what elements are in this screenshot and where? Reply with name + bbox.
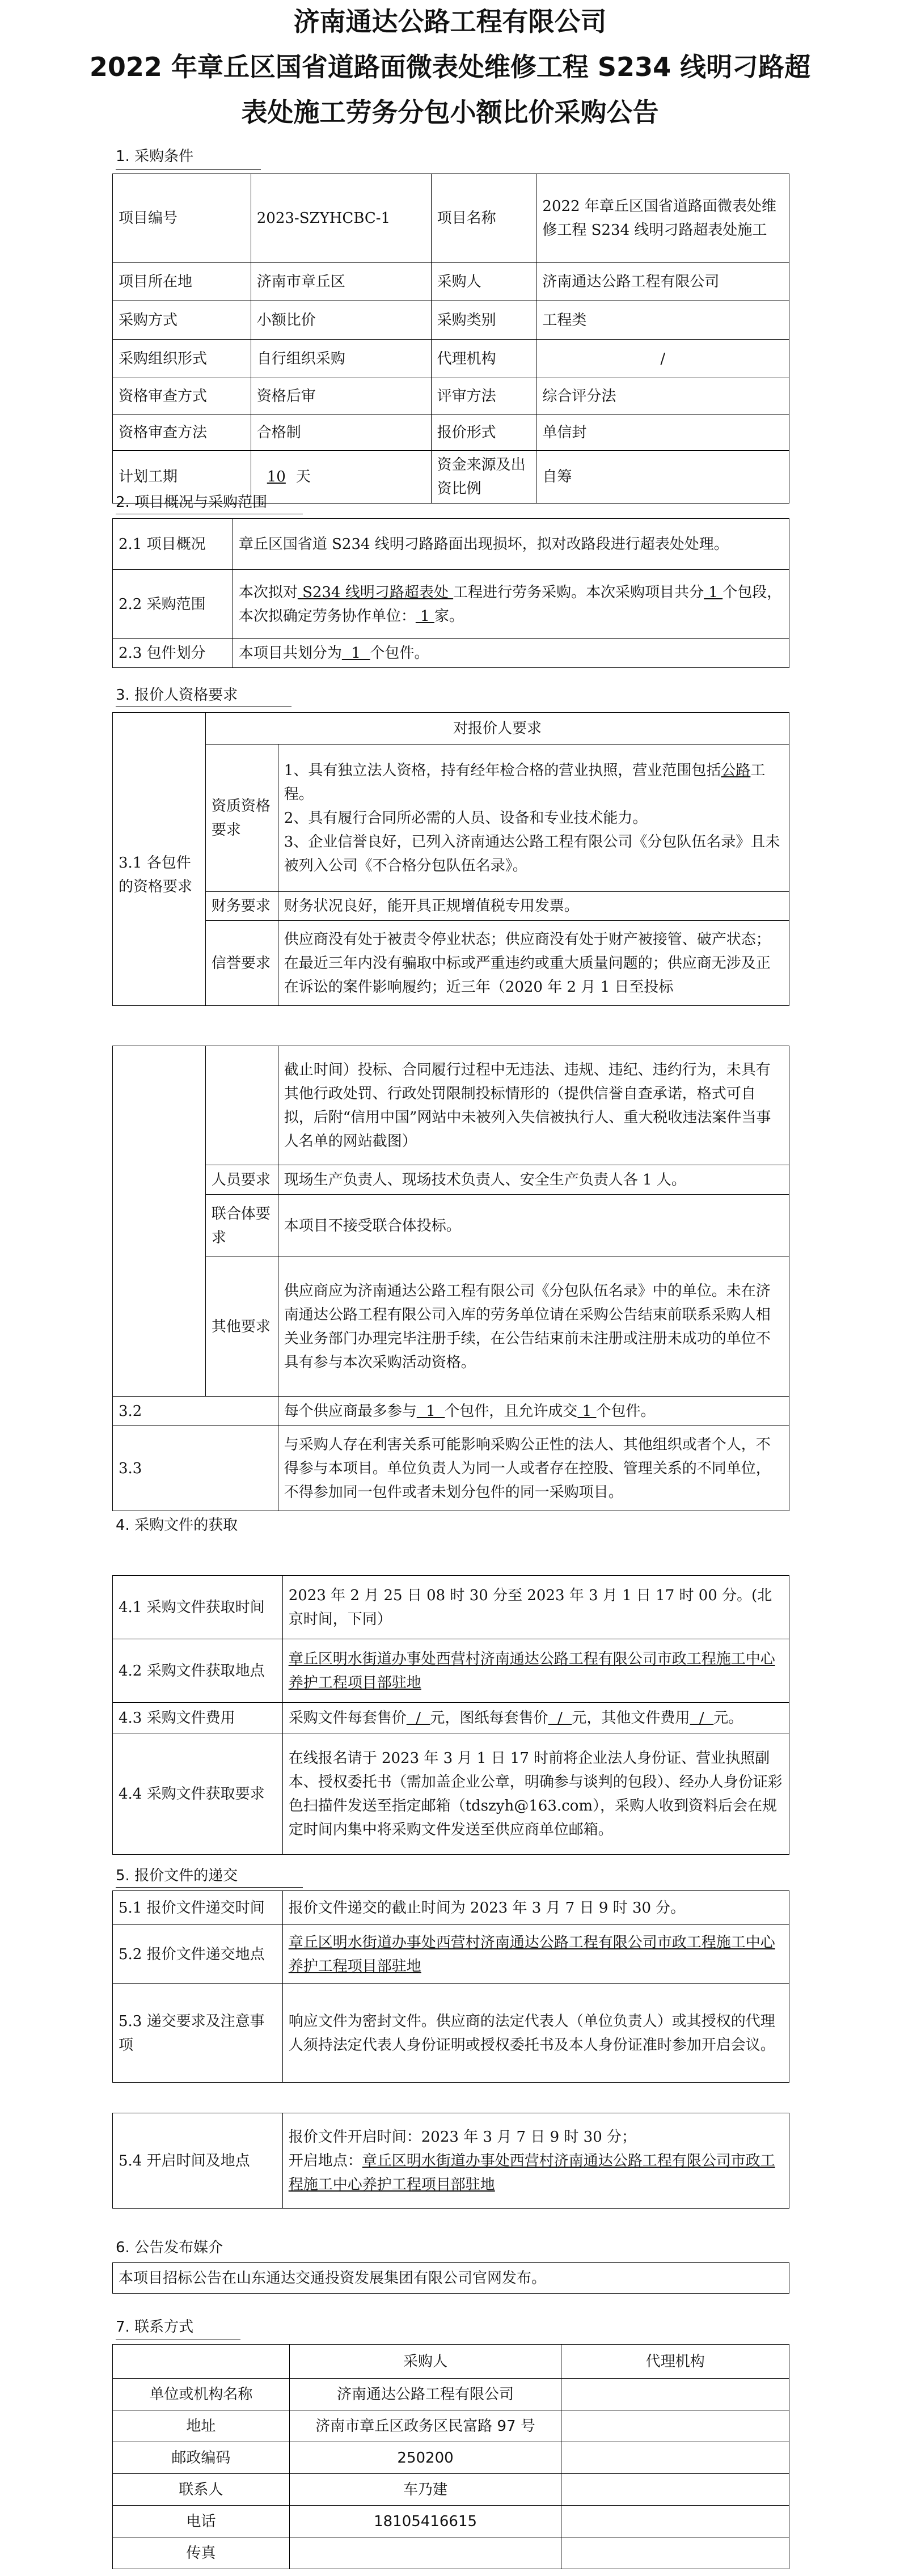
cell-label: 联合体要求 (205, 1195, 278, 1257)
cell-label: 5.2 报价文件递交地点 (113, 1925, 283, 1984)
text-run: 家。 (434, 607, 464, 625)
cell-value: 章丘区明水街道办事处西营村济南通达公路工程有限公司市政工程施工中心养护工程项目部驻地 (282, 1639, 789, 1703)
text-run: 开启地点： (288, 2152, 362, 2169)
cell-value: / (536, 340, 789, 378)
cell-label: 资金来源及出资比例 (431, 451, 536, 504)
table-row (113, 2379, 789, 2410)
cell-value: 本项目不接受联合体投标。 (278, 1195, 789, 1257)
table-row (113, 2410, 789, 2442)
table-row (113, 1984, 789, 2083)
underlined-run: / (690, 1709, 714, 1727)
column-header: 代理机构 (561, 2345, 789, 2379)
cell-label: 4.3 采购文件费用 (113, 1703, 283, 1733)
cell-label: 报价形式 (431, 414, 536, 451)
table-row (113, 1165, 789, 1195)
cell-label: 评审方法 (431, 378, 536, 414)
cell-label: 4.4 采购文件获取要求 (113, 1733, 283, 1855)
text-run: 1、具有独立法人资格，持有经年检合格的营业执照，营业范围包括 (284, 762, 721, 779)
text-run: 3、企业信誉良好，已列入济南通达公路工程有限公司《分包队伍名录》且未被列入公司《不合格分包队伍名录》。 (284, 833, 780, 874)
media-table (112, 2262, 789, 2294)
table-row (113, 1046, 789, 1165)
contact-table (112, 2344, 789, 2569)
cell-value (251, 451, 431, 504)
cell-label: 2.3 包件划分 (113, 639, 233, 668)
cell-label: 地址 (113, 2410, 290, 2442)
cell-value: 合格制 (251, 414, 431, 451)
text-run: 元，图纸每套售价 (430, 1709, 548, 1727)
table-row (113, 1703, 789, 1733)
table-row (113, 378, 789, 414)
cell-value: 章丘区国省道 S234 线明刁路路面出现损坏，拟对改路段进行超表处处理。 (233, 519, 789, 570)
cell-label: 5.4 开启时间及地点 (113, 2113, 283, 2209)
table-row (113, 301, 789, 340)
text-run: 本次拟对 (238, 583, 298, 601)
text-run: 工程进行劳务采购。本次采购项目共分 (453, 583, 704, 601)
cell-label: 3.1 各包件的资格要求 (113, 745, 206, 1006)
table-row (113, 1576, 789, 1639)
cell-value: 供应商没有处于被责令停业状态；供应商没有处于财产被接管、破产状态；在最近三年内没有骗取中标或严重违约或重大质量问题的；供应商无涉及正在诉讼的案件影响履约；近三年（2020 年 2 月 1 日至投标 (278, 921, 789, 1006)
table-row (113, 2263, 789, 2294)
underlined-run: S234 线明刁路超表处 (297, 583, 454, 601)
underlined-run: 章丘区明水街道办事处西营村济南通达公路工程有限公司市政工程施工中心养护工程项目部驻地 (288, 2152, 775, 2193)
duration-value: 10 (267, 468, 286, 485)
cell-value (289, 2537, 561, 2569)
table-row (113, 2506, 789, 2537)
table-row (113, 921, 789, 1006)
underlined-run: 1 (704, 583, 723, 601)
cell-value: 财务状况良好，能开具正规增值税专用发票。 (278, 892, 789, 921)
text-run: 2、具有履行合同所必需的人员、设备和专业技术能力。 (284, 809, 648, 827)
text-run: 采购文件每套售价 (288, 1709, 407, 1727)
document-acquisition-table (112, 1575, 789, 1855)
cell-label: 代理机构 (431, 340, 536, 378)
cell-label: 信誉要求 (205, 921, 278, 1006)
duration-unit: 天 (295, 468, 311, 485)
section-5-underline (116, 1887, 303, 1888)
cell-label: 采购组织形式 (113, 340, 251, 378)
cell-value: 章丘区明水街道办事处西营村济南通达公路工程有限公司市政工程施工中心养护工程项目部驻地 (282, 1925, 789, 1984)
cell-value: 18105416615 (289, 2506, 561, 2537)
text-run: 个包件，且允许成交 (445, 1402, 578, 1420)
cell-label: 单位或机构名称 (113, 2379, 290, 2410)
underlined-run: 1 (415, 607, 434, 625)
table-row (113, 340, 789, 378)
doc-title-line2: 表处施工劳务分包小额比价采购公告 (241, 97, 659, 128)
cell-value: 自筹 (536, 451, 789, 504)
table-row (113, 1891, 789, 1925)
table-row (113, 1397, 789, 1426)
procurement-conditions-table (112, 174, 789, 504)
cell-label: 3.3 (113, 1426, 278, 1511)
underlined-run: 1 (416, 1402, 445, 1420)
table-row (113, 414, 789, 451)
cell-label: 3.2 (113, 1397, 278, 1426)
cell-value: 本项目招标公告在山东通达交通投资发展集团有限公司官网发布。 (113, 2263, 789, 2294)
cell-label: 其他要求 (205, 1257, 278, 1397)
cell-label: 电话 (113, 2506, 290, 2537)
cell-value: 供应商应为济南通达公路工程有限公司《分包队伍名录》中的单位。未在济南通达公路工程有限公司入库的劳务单位请在采购公告结束前联系采购人相关业务部门办理完毕注册手续，在公告结束前未注册或注册未成功的单位不具有参与本次采购活动资格。 (278, 1257, 789, 1397)
cell-value: 济南市章丘区政务区民富路 97 号 (289, 2410, 561, 2442)
table-row (113, 713, 789, 745)
section-3-heading: 3. 报价人资格要求 (116, 687, 238, 704)
table-row (113, 1195, 789, 1257)
cell-value: 济南通达公路工程有限公司 (536, 263, 789, 301)
cell-label: 采购人 (431, 263, 536, 301)
table-row (113, 2113, 789, 2209)
text-run: 每个供应商最多参与 (284, 1402, 417, 1420)
text-run: 工程。 (284, 762, 766, 803)
cell-value: 报价文件递交的截止时间为 2023 年 3 月 7 日 9 时 30 分。 (282, 1891, 789, 1925)
cell-label: 5.1 报价文件递交时间 (113, 1891, 283, 1925)
opening-table (112, 2113, 789, 2209)
section-4-heading: 4. 采购文件的获取 (116, 1517, 238, 1534)
section-2-heading: 2. 项目概况与采购范围 (116, 494, 268, 511)
submission-table (112, 1890, 789, 2083)
company-title: 济南通达公路工程有限公司 (293, 6, 607, 37)
section-5-heading: 5. 报价文件的递交 (116, 1867, 238, 1884)
table-row (113, 639, 789, 668)
cell-value (282, 2113, 789, 2209)
section-1-underline (116, 169, 261, 170)
underlined-run: / (406, 1709, 430, 1727)
qualification-table-part2 (112, 1046, 789, 1511)
section-6-heading: 6. 公告发布媒介 (116, 2239, 223, 2256)
cell-value: 资格后审 (251, 378, 431, 414)
cell-label: 资格审查方式 (113, 378, 251, 414)
cell-value: 车乃建 (289, 2474, 561, 2506)
cell-value (278, 745, 789, 892)
cell-value: 响应文件为密封文件。供应商的法定代表人（单位负责人）或其授权的代理人须持法定代表人身份证明或授权委托书及本人身份证准时参加开启会议。 (282, 1984, 789, 2083)
cell-label: 项目名称 (431, 174, 536, 263)
table-row (113, 892, 789, 921)
requirements-header: 对报价人要求 (205, 713, 789, 745)
cell-label: 邮政编码 (113, 2442, 290, 2474)
cell-label: 2.1 项目概况 (113, 519, 233, 570)
cell-label: 项目编号 (113, 174, 251, 263)
table-row (113, 174, 789, 263)
cell-label: 采购类别 (431, 301, 536, 340)
cell-value: 250200 (289, 2442, 561, 2474)
text-run: 本项目共划分为 (238, 645, 342, 662)
underlined-run: 公路 (721, 762, 751, 779)
cell-value: 2023 年 2 月 25 日 08 时 30 分至 2023 年 3 月 1 日 17 时 00 分。(北京时间，下同） (282, 1576, 789, 1639)
table-row (113, 745, 789, 892)
cell-label: 5.3 递交要求及注意事项 (113, 1984, 283, 2083)
cell-value: 2022 年章丘区国省道路面微表处维修工程 S234 线明刁路超表处施工 (536, 174, 789, 263)
cell-value: 2023-SZYHCBC-1 (251, 174, 431, 263)
cell-label: 4.2 采购文件获取地点 (113, 1639, 283, 1703)
text-run: 元，其他文件费用 (572, 1709, 690, 1727)
table-row (113, 1639, 789, 1703)
doc-title-line1: 2022 年章丘区国省道路面微表处维修工程 S234 线明刁路超 (89, 52, 811, 82)
underlined-run: / (548, 1709, 572, 1727)
underlined-run: 1 (577, 1402, 597, 1420)
cell-value (233, 639, 789, 668)
cell-value: 综合评分法 (536, 378, 789, 414)
cell-value: 单信封 (536, 414, 789, 451)
cell-label: 4.1 采购文件获取时间 (113, 1576, 283, 1639)
cell-value: 与采购人存在利害关系可能影响采购公正性的法人、其他组织或者个人，不得参与本项目。单位负责人为同一人或者存在控股、管理关系的不同单位，不得参加同一包件或者未划分包件的同一采购项目。 (278, 1426, 789, 1511)
cell-label: 传真 (113, 2537, 290, 2569)
table-row (113, 519, 789, 570)
cell-value: 济南通达公路工程有限公司 (289, 2379, 561, 2410)
table-row (113, 2345, 789, 2379)
text-run: 个包件。 (596, 1402, 656, 1420)
table-row (113, 570, 789, 639)
cell-label: 项目所在地 (113, 263, 251, 301)
section-1-heading: 1. 采购条件 (116, 148, 194, 165)
cell-label: 联系人 (113, 2474, 290, 2506)
table-row (113, 2474, 789, 2506)
cell-value: 在线报名请于 2023 年 3 月 1 日 17 时前将企业法人身份证、营业执照副本、授权委托书（需加盖企业公章，明确参与谈判的包段）、经办人身份证彩色扫描件发送至指定邮箱（tdszyh@163.com），采购人收到资料后会在规定时间内集中将采购文件发送至供应商单位邮箱。 (282, 1733, 789, 1855)
cell-label: 资格审查方法 (113, 414, 251, 451)
table-row (113, 263, 789, 301)
cell-label: 计划工期 (113, 451, 251, 504)
cell-label: 采购方式 (113, 301, 251, 340)
cell-label: 资质资格要求 (205, 745, 278, 892)
cell-value (278, 1397, 789, 1426)
table-row (113, 1257, 789, 1397)
cell-value: 现场生产负责人、现场技术负责人、安全生产负责人各 1 人。 (278, 1165, 789, 1195)
table-row (113, 2442, 789, 2474)
table-row (113, 1426, 789, 1511)
cell-label: 财务要求 (205, 892, 278, 921)
table-row (113, 2537, 789, 2569)
qualification-table-part1 (112, 712, 789, 1006)
section-7-heading: 7. 联系方式 (116, 2319, 194, 2336)
project-scope-table (112, 518, 789, 668)
cell-value: 截止时间）投标、合同履行过程中无违法、违规、违纪、违约行为，未具有其他行政处罚、行政处罚限制投标情形的（提供信誉自查承诺，格式可自拟，后附“信用中国”网站中未被列入失信被执行人、重大税收违法案件当事人名单的网站截图） (278, 1046, 789, 1165)
cell-label: 2.2 采购范围 (113, 570, 233, 639)
text-run: 个包段，本次拟确定劳务协作单位： (238, 583, 782, 625)
cell-value (282, 1703, 789, 1733)
cell-value (233, 570, 789, 639)
cell-value: 自行组织采购 (251, 340, 431, 378)
underlined-run: 1 (341, 645, 370, 662)
text-run: 个包件。 (370, 645, 429, 662)
cell-value: 济南市章丘区 (251, 263, 431, 301)
cell-label: 人员要求 (205, 1165, 278, 1195)
column-header: 采购人 (289, 2345, 561, 2379)
table-row (113, 1733, 789, 1855)
cell-value: 工程类 (536, 301, 789, 340)
text-run: 报价文件开启时间：2023 年 3 月 7 日 9 时 30 分； (288, 2128, 637, 2146)
table-row (113, 1925, 789, 1984)
text-run: 元。 (713, 1709, 743, 1727)
cell-value: 小额比价 (251, 301, 431, 340)
